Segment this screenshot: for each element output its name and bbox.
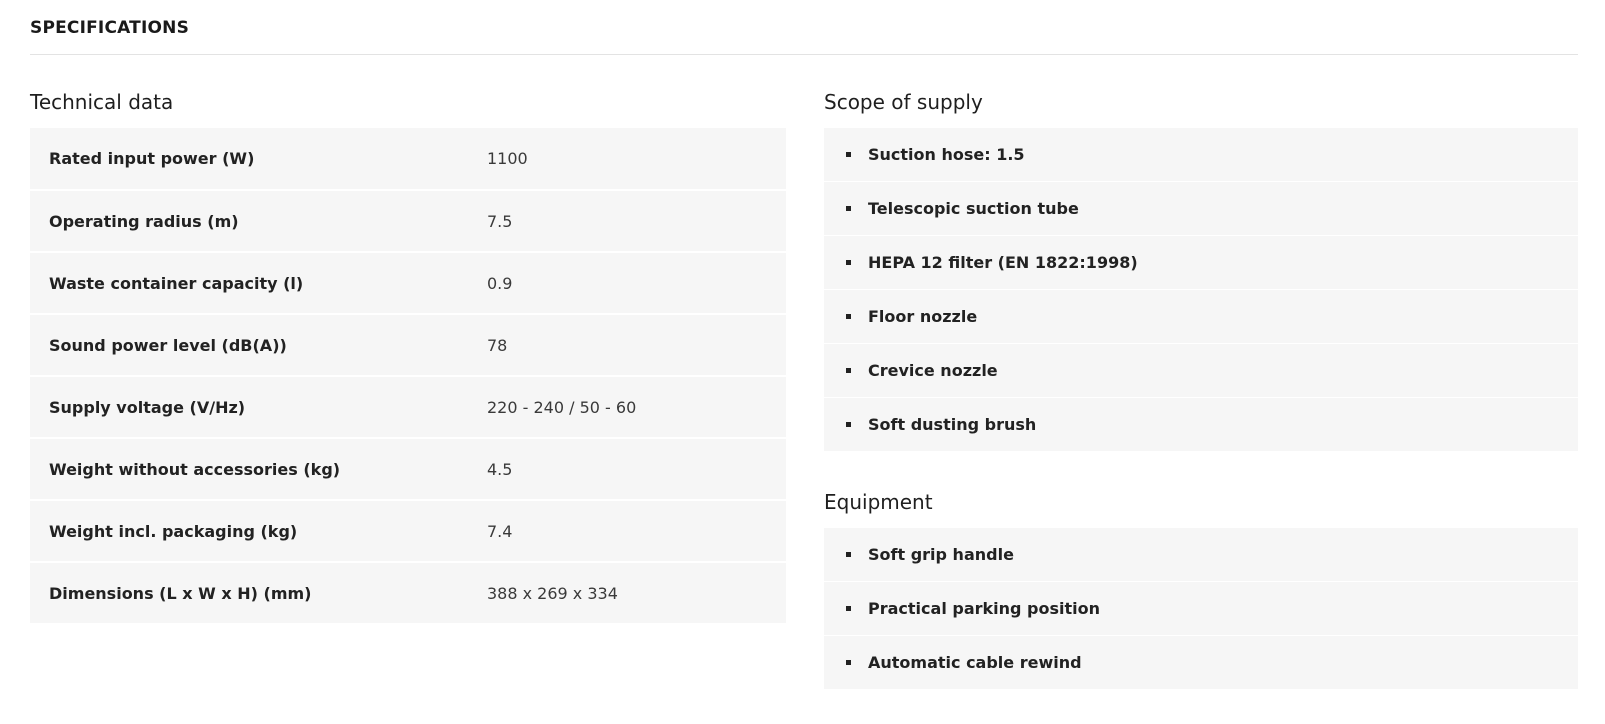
list-item-label: Soft dusting brush xyxy=(868,415,1037,434)
bullet-icon xyxy=(846,368,851,373)
table-row xyxy=(30,128,786,190)
specifications-header xyxy=(30,0,1578,55)
list-item xyxy=(824,236,1578,290)
spec-label: Waste container capacity (l) xyxy=(49,273,304,293)
spec-value: 78 xyxy=(487,335,508,355)
equipment-list xyxy=(824,528,1578,690)
table-row xyxy=(30,252,786,314)
list-item-label: Suction hose: 1.5 xyxy=(868,145,1025,164)
list-item xyxy=(824,344,1578,398)
scope-of-supply-list xyxy=(824,128,1578,452)
bullet-icon xyxy=(846,606,851,611)
bullet-icon xyxy=(846,660,851,665)
spec-label: Weight incl. packaging (kg) xyxy=(49,521,298,541)
table-row xyxy=(30,190,786,252)
spec-label: Supply voltage (V/Hz) xyxy=(49,397,246,417)
technical-data-section xyxy=(30,88,786,625)
equipment-title: Equipment xyxy=(824,490,933,514)
list-item xyxy=(824,398,1578,452)
spec-label: Rated input power (W) xyxy=(49,149,255,168)
spec-label: Weight without accessories (kg) xyxy=(49,459,341,479)
scope-of-supply-title: Scope of supply xyxy=(824,90,983,114)
bullet-icon xyxy=(846,206,851,211)
list-item xyxy=(824,528,1578,582)
list-item xyxy=(824,182,1578,236)
bullet-icon xyxy=(846,422,851,427)
bullet-icon xyxy=(846,314,851,319)
spec-label: Sound power level (dB(A)) xyxy=(49,335,287,355)
spec-label: Operating radius (m) xyxy=(49,211,239,231)
technical-data-table xyxy=(30,128,786,625)
list-item-label: Crevice nozzle xyxy=(868,361,998,380)
spec-label: Dimensions (L x W x H) (mm) xyxy=(49,583,312,603)
table-row xyxy=(30,500,786,562)
list-item-label: Practical parking position xyxy=(868,599,1101,618)
spec-value: 1100 xyxy=(487,149,528,168)
list-item xyxy=(824,128,1578,182)
table-row xyxy=(30,438,786,500)
table-row xyxy=(30,562,786,624)
spec-value: 7.4 xyxy=(487,521,513,541)
spec-value: 4.5 xyxy=(487,459,513,479)
list-item-label: Floor nozzle xyxy=(868,307,978,326)
list-item xyxy=(824,582,1578,636)
bullet-icon xyxy=(846,152,851,157)
spec-value: 0.9 xyxy=(487,273,513,293)
technical-data-title: Technical data xyxy=(30,90,174,114)
bullet-icon xyxy=(846,260,851,265)
supply-and-equipment-column xyxy=(824,88,1578,690)
list-item xyxy=(824,290,1578,344)
spec-value: 220 - 240 / 50 - 60 xyxy=(487,397,637,417)
bullet-icon xyxy=(846,552,851,557)
page-title: SPECIFICATIONS xyxy=(30,18,190,38)
spec-value: 388 x 269 x 334 xyxy=(487,583,618,603)
table-row xyxy=(30,314,786,376)
list-item-label: HEPA 12 filter (EN 1822:1998) xyxy=(868,253,1138,272)
list-item-label: Soft grip handle xyxy=(868,545,1014,564)
list-item xyxy=(824,636,1578,690)
list-item-label: Automatic cable rewind xyxy=(868,653,1082,672)
list-item-label: Telescopic suction tube xyxy=(868,199,1079,218)
spec-value: 7.5 xyxy=(487,211,513,231)
table-row xyxy=(30,376,786,438)
